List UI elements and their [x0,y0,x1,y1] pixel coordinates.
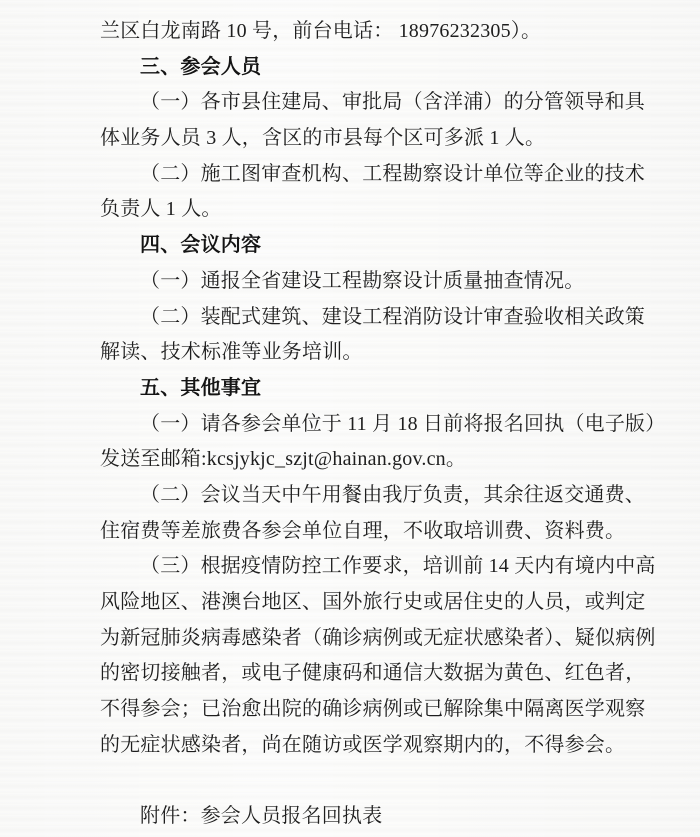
document-line: 为新冠肺炎病毒感染者（确诊病例或无症状感染者）、疑似病例 [100,626,656,649]
attachment-line: 附件：参会人员报名回执表 [140,805,383,828]
document-line: 兰区白龙南路 10 号，前台电话： 18976232305）。 [100,20,542,42]
section-heading-meeting-content: 四、会议内容 [140,234,262,257]
document-line: （一）通报全省建设工程勘察设计质量抽查情况。 [140,269,585,292]
section-heading-participants: 三、参会人员 [140,55,262,78]
document-line: （二）施工图审查机构、工程勘察设计单位等企业的技术 [140,162,645,185]
document-line: 体业务人员 3 人，含区的市县每个区可多派 1 人。 [100,127,546,150]
document-line: （一）各市县住建局、审批局（含洋浦）的分管领导和具 [140,91,645,114]
section-heading-other-matters: 五、其他事宜 [140,376,262,399]
document-line: 的无症状感染者，尚在随访或医学观察期内的，不得参会。 [100,733,626,756]
document-line: 负责人 1 人。 [100,198,222,221]
document-line: （二）装配式建筑、建设工程消防设计审查验收相关政策 [140,305,645,328]
document-line: 不得参会；已治愈出院的确诊病例或已解除集中隔离医学观察 [100,698,646,721]
document-line: 解读、技术标准等业务培训。 [100,341,363,364]
document-line: 住宿费等差旅费各参会单位自理，不收取培训费、资料费。 [100,519,626,542]
document-line: （一）请各参会单位于 11 月 18 日前将报名回执（电子版） [140,412,666,435]
blank-line [100,763,660,799]
document-line: （二）会议当天中午用餐由我厅负责，其余往返交通费、 [140,483,645,506]
document-line: 的密切接触者，或电子健康码和通信大数据为黄色、红色者， [100,662,646,685]
document-line: 风险地区、港澳台地区、国外旅行史或居住史的人员，或判定 [100,591,646,613]
document-line: （三）根据疫情防控工作要求，培训前 14 天内有境内中高 [140,555,656,578]
document-line-email: 发送至邮箱:kcsjykjc_szjt@hainan.gov.cn。 [100,448,467,471]
